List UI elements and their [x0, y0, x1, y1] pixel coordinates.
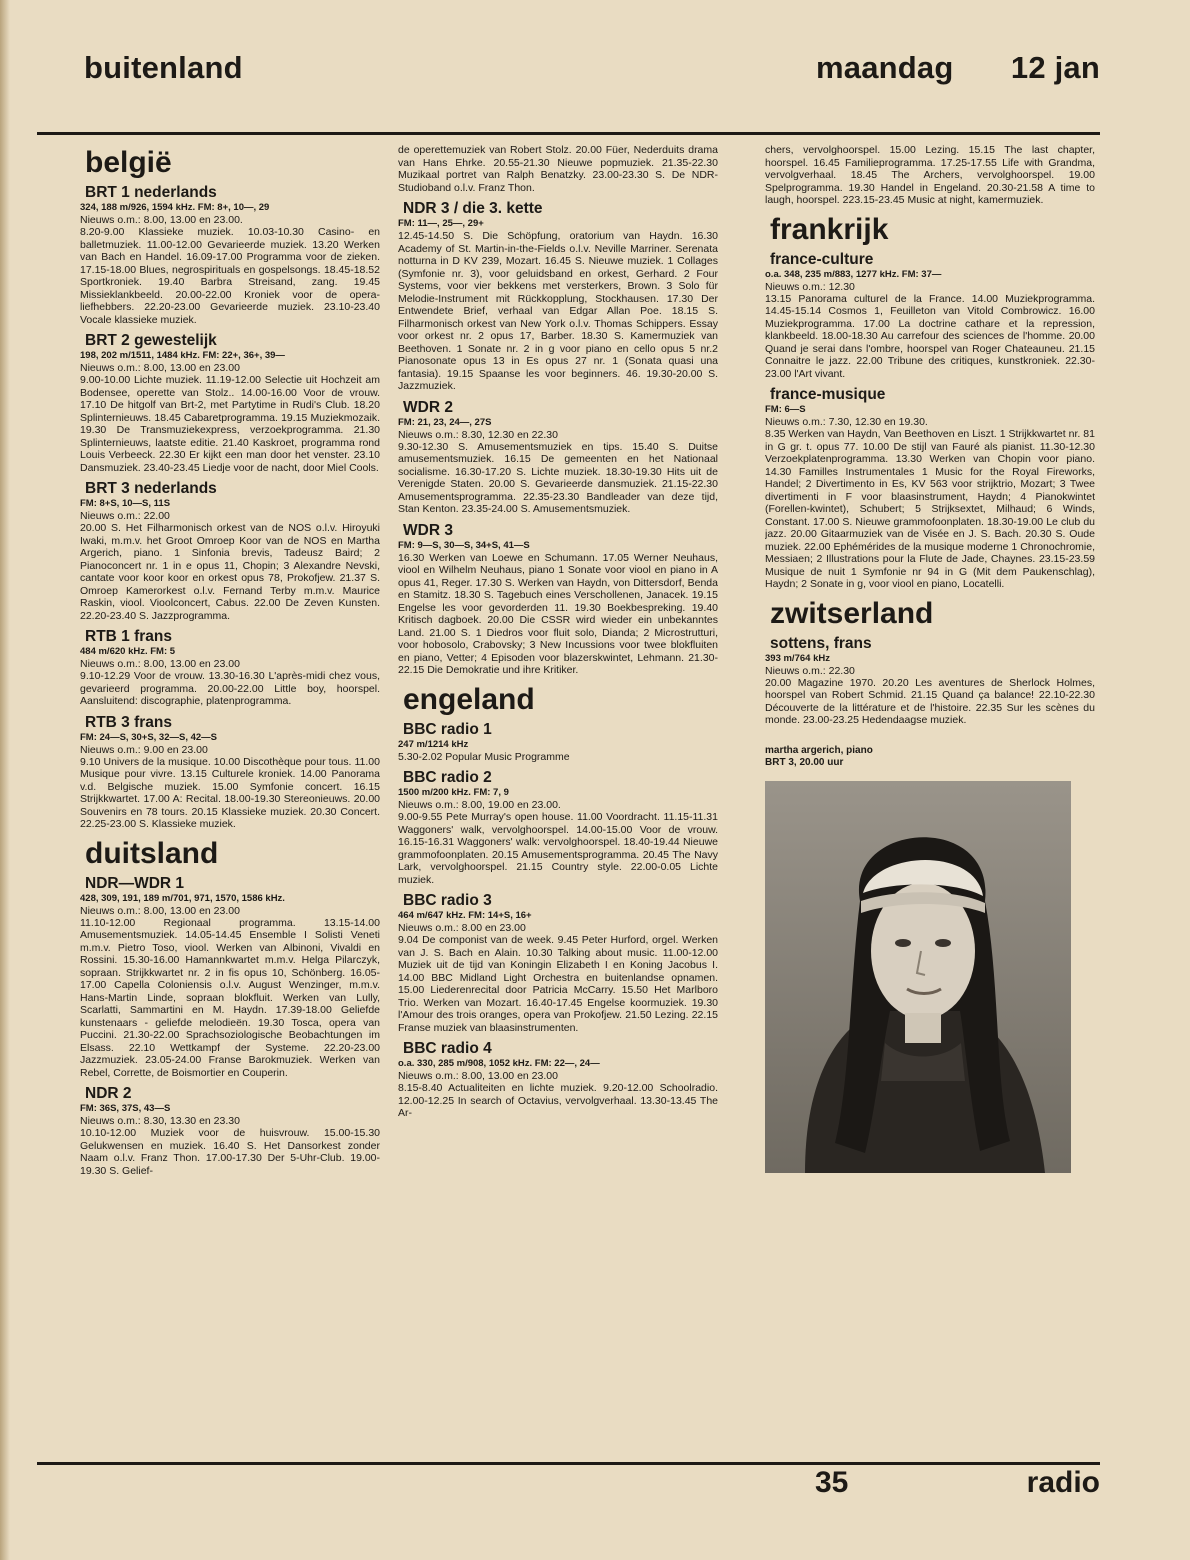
- station-brt2: BRT 2 gewestelijk: [85, 332, 217, 349]
- country-frankrijk: frankrijk: [770, 212, 889, 246]
- station-frequency: FM: 21, 23, 24—, 27S: [398, 416, 492, 428]
- station-frequency: FM: 6—S: [765, 404, 806, 415]
- station-wdr3: WDR 3: [403, 521, 453, 539]
- station-frequency: FM: 24—S, 30+S, 32—S, 42—S: [80, 731, 218, 743]
- station-frequency: 247 m/1214 kHz: [398, 738, 469, 750]
- station-programme: 9.30-12.30 S. Amusementsmuziek en tips. 15.40 S. Duitse amusementsmuziek. 16.15 De gemeenten en het Nationaal socialisme. 16.30-17.20 S. Lichte muziek. 18.30-19.30 Hits uit de Verenigde Staten. 20.00 S. Gevarieerde dansmuziek. 21.15-22.30 Amusementsprogramma. 22.35-23.30 Bandleader van deze tijd, Stan Kenton. 23.35-24.00 S. Amusementsmuziek.: [398, 440, 718, 515]
- column-1: [80, 140, 380, 1458]
- station-programme: 10.10-12.00 Muziek voor de huisvrouw. 15.00-15.30 Gelukwensen en muziek. 16.40 S. Het Dansorkest zonder Naam o.l.v. Franz Thon. 17.00-17.30 Der 5-Uhr-Club. 19.00-19.30 S. Gelief-: [80, 1127, 380, 1177]
- photo-caption-name: martha argerich, piano: [765, 744, 873, 756]
- station-wdr2: WDR 2: [403, 398, 453, 416]
- station-news: Nieuws o.m.: 8.30, 12.30 en 22.30: [398, 428, 558, 441]
- station-frequency: 464 m/647 kHz. FM: 14+S, 16+: [398, 910, 532, 921]
- portrait-photo: [765, 781, 1071, 1173]
- continued-text: de operettemuziek van Robert Stolz. 20.00 Füer, Nederduits drama van Hans Ehrke. 20.55-21.30 Nieuwe popmuziek. 21.35-22.30 Muzikaal portret van Ralph Benatzky. 23.00-23.30 S. De NDR-Studioband o.l.v. Franz Thon.: [398, 144, 718, 194]
- station-bbc1: BBC radio 1: [403, 720, 492, 738]
- station-news: Nieuws o.m.: 8.00, 13.00 en 23.00: [80, 658, 240, 670]
- page-header: [84, 50, 1100, 90]
- page-edge: [0, 0, 10, 1560]
- station-programme: 12.45-14.50 S. Die Schöpfung, oratorium van Haydn. 16.30 Academy of St. Martin-in-the-Fields o.l.v. Neville Marriner. Serenata notturna in D KV 239, Mozart. 16.45 S. Nieuwe muziek. 1 Collages (Symfonie nr. 3), voor geluidsband en orkest, Gerhard. 2 Four Systems, voor vier bekkens met versterkers, Brown. 3 Solo für Melodie-Instrument mit Rückkopplung, Stockhausen. 17.30 Der Entwendete Brief, verhaal van Edgar Allan Poe. 18.15 S. Filharmonisch orkest van New York o.l.v. Thomas Schippers. Essay voor orkest nr. 2 opus 17, Barber. 18.30 S. Kamermuziek van Beethoven. 1 Sonate nr. 2 in g voor piano en cello opus 5 nr.2 Pianosonate opus 13 in Es opus 27 nr. 1 (Sonata quasi una fantasia). 19.15 Spaanse les voor beginners. 46. 19.30-20.00 S. Jazzmuziek.: [398, 230, 718, 392]
- station-news: Nieuws o.m.: 8.30, 13.30 en 23.30: [80, 1115, 240, 1127]
- station-news: Nieuws o.m.: 12.30: [765, 280, 855, 293]
- station-ndr2: NDR 2: [85, 1085, 132, 1102]
- header-date: 12 jan: [1010, 50, 1100, 85]
- station-programme: 13.15 Panorama culturel de la France. 14.00 Muziekprogramma. 14.45-15.14 Cosmos 1, Feuilleton van Vitold Combrowicz. 16.00 Muziekprogramma. 17.00 La doctrine cathare et la repression, klankbeeld. 18.00-18.30 Au carrefour des sciences de l'homme. 20.00 Quand je serai dans l'ombre, hoorspel van Roger Chateauneu. 21.15 Connaitre le jazz. 22.00 Tribune des critiques, kunstkroniek. 22.30-23.00 l'Art vivant.: [765, 292, 1095, 380]
- station-frequency: 393 m/764 kHz: [765, 652, 830, 664]
- station-frequency: FM: 11—, 25—, 29+: [398, 218, 484, 229]
- page-number: 35: [815, 1466, 849, 1499]
- station-news: Nieuws o.m.: 8.00, 13.00 en 23.00: [398, 1070, 558, 1082]
- station-programme: 9.10 Univers de la musique. 10.00 Discothèque pour tous. 11.00 Musique pour vivre. 13.15 Culturele kroniek. 14.00 Panorama v.d. Belgische muziek. 15.00 Symfonie concert. 16.15 Strijkkwartet. 17.00 A: Recital. 18.00-19.30 Stereonieuws. 20.00 Souvenirs en 78 tours. 20.15 Klassieke muziek. 20.30 Concert. 22.25-23.00 S. Klassieke muziek.: [80, 755, 380, 830]
- station-bbc4: BBC radio 4: [403, 1040, 492, 1057]
- station-news: Nieuws o.m.: 8.00, 13.00 en 23.00.: [80, 214, 243, 226]
- station-frequency: o.a. 330, 285 m/908, 1052 kHz. FM: 22—, 24—: [398, 1058, 600, 1069]
- station-ndr-wdr1: NDR—WDR 1: [85, 874, 185, 892]
- station-programme: 8.35 Werken van Haydn, Van Beethoven en Liszt. 1 Strijkkwartet nr. 81 in G gr. t. opus 77. 10.00 De stijl van Fauré als pianist. 11.30-12.30 Verzoekplatenprogramma. 13.30 Werken van Chopin voor piano. 14.30 Familles Instrumentales 1 Music for the Royal Fireworks, Handel; 2 Divertimento in Es, KV 563 voor strijktrio, Mozart; 3 Twee divertimenti in F voor blaasinstrument, Haydn; 4 Pianokwintet (Forellen-kwintet), Schubert; 5 Strijksextet, Milhaud; 6 Winds, Constant. 17.00 S. Nieuwe grammofoonplaten. 18.30-19.00 Le club du jazz. 20.00 Gitaarmuziek van de Visée en J. S. Bach. 20.30 S. Oude muziek. 22.00 Ephémérides de la musique moderne 1 Chronochromie, Messiaen; 2 Illustrations pour la Flute de Jade, Chaynes. 23.15-23.59 Musique de nuit 1 Symfonie nr 94 in G (Mit dem Paukenschlag), Haydn; 2 Sonate in g, voor viool en piano, Locatelli.: [765, 428, 1095, 590]
- section-title: buitenland: [84, 50, 243, 85]
- station-frequency: 198, 202 m/1511, 1484 kHz. FM: 22+, 36+, 39—: [80, 350, 285, 361]
- station-ndr3: NDR 3 / die 3. kette: [403, 200, 543, 217]
- column-3: [765, 140, 1095, 1458]
- country-engeland: engeland: [403, 682, 535, 716]
- station-news: Nieuws o.m.: 9.00 en 23.00: [80, 743, 208, 756]
- station-rtb3: RTB 3 frans: [85, 713, 172, 731]
- country-duitsland: duitsland: [85, 836, 219, 870]
- station-programme: 20.00 S. Het Filharmonisch orkest van de NOS o.l.v. Hiroyuki Iwaki, m.m.v. het Groot Omroep Koor van de NOS en Martha Argerich, piano. 1 Sinfonia brevis, Tadeusz Baird; 2 Pianoconcert nr. 1 in e opus 11, Chopin; 3 Alexandre Nevski, cantate voor koor koor en orkest opus 78, Prokofjew. 21.37 S. Omroep Kamerorkest o.l.v. Fernand Terby m.m.v. Maurice Raskin, viool. Vioolconcert, Cabus. 22.00 De Zeven Kunsten. 22.20-23.40 S. Jazzprogramma.: [80, 522, 380, 622]
- page-footer: [37, 1466, 1100, 1506]
- station-programme: 9.00-10.00 Lichte muziek. 11.19-12.00 Selectie uit Hochzeit am Bodensee, operette van Stolz.. 14.00-16.00 Voor de vrouw. 17.10 De hitgolf van Brt-2, met Partytime in Rudi's Club. 18.20 Splinternieuws. 18.45 Cabaretprogramma. 19.15 Muziekmozaik. 19.30 De Transmuziekexpress, verzoekprogramma. 21.30 Splinternieuws, laatste editie. 21.40 Kaskroet, programma rond Louis Verbeeck. 22.30 Er kijkt een man door het venster. 23.10 Dansmuziek. 23.40-23.45 Liedje voor de nacht, door Miel Cools.: [80, 374, 380, 474]
- station-rtb1: RTB 1 frans: [85, 628, 172, 645]
- footer-section: radio: [1026, 1466, 1100, 1499]
- station-programme: 5.30-2.02 Popular Music Programme: [398, 750, 570, 763]
- station-programme: 8.20-9.00 Klassieke muziek. 10.03-10.30 Casino- en balletmuziek. 11.00-12.00 Gevarieerde muziek. 13.20 Werken van Bach en Handel. 16.09-17.00 Programma voor de zieken. 17.15-18.00 Blues, negrospirituals en gospelsongs. 18.45-18.52 Sportkroniek. 19.40 Barbra Streisand, zang. 19.45 Missieklankbeeld. 20.00-22.00 Kroniek voor de opera-liefhebbers. 22.20-23.00 Gevarieerde muziek. 23.10-23.40 Vocale klassieke muziek.: [80, 226, 380, 326]
- station-programme: 9.04 De componist van de week. 9.45 Peter Hurford, orgel. Werken van J. S. Bach en Alain. 10.30 Talking about music. 11.00-12.00 Muziek uit de tijd van Koningin Elizabeth I en Koning Jacobus I. 14.00 BBC Midland Light Orchestra en buitenlandse opnamen. 15.00 Liederenrecital door Patricia McCarry. 15.50 Het Marlboro Trio. Werken van Mozart. 16.40-17.45 Engelse koormuziek. 19.30 l'Amour des trois oranges, opera van Prokofjew. 21.50 Lezing. 22.15 Franse muziek van blaasinstrumenten.: [398, 934, 718, 1034]
- station-frequency: o.a. 348, 235 m/883, 1277 kHz. FM: 37—: [765, 268, 942, 280]
- photo-caption-time: BRT 3, 20.00 uur: [765, 756, 844, 768]
- country-belgie: belgië: [85, 146, 172, 179]
- column-2: [398, 140, 718, 1458]
- station-programme: 11.10-12.00 Regionaal programma. 13.15-14.00 Amusementsmuziek. 14.05-14.45 Ensemble I Solisti Veneti m.m.v. Pietro Toso, viool. Werken van Albinoni, Vivaldi en Rossini. 15.30-16.00 Hamannkwartet m.m.v. Helga Pilarczyk, sopraan. Strijkkwartet nr. 2 in fis opus 10, Schönberg. 16.05-17.00 Capella Coloniensis o.l.v. August Wenzinger, m.m.v. Hans-Martin Linde, sopraan blokfluit. Werken van Lully, Scarlatti, Sammartini en M. Haydn. 17.39-18.00 Geliefde kunstenaars - geliefde melodieën. 19.30 Tosca, opera van Puccini. 21.30-22.00 Sprachsoziologische Beobachtungen im Elsass. 22.10 Wettkampf der Systeme. 22.20-23.00 Jazzmuziek. 23.05-24.00 Franse Barokmuziek. Werken van Rebel, Corrette, de Boismortier en Couperin.: [80, 916, 380, 1079]
- station-programme: 16.30 Werken van Loewe en Schumann. 17.05 Werner Neuhaus, viool en Wilhelm Neuhaus, piano 1 Sonate voor viool en piano in A opus 41, Reger. 17.30 S. Werken van Haydn, von Dittersdorf, Benda en Stamitz. 18.30 S. Tagebuch eines Verschollenen, Janacek. 19.15 Engelse les voor gevorderden 11. 19.30 Boekbespreking. 19.40 Kritisch dagboek. 20.00 Die CSSR wird wieder ein unbekanntes Land. 21.00 S. 1 Diedros voor fluit solo, Dianda; 2 Microstrutturi, voor hobosolo, Crabovsky; 3 New Incussions voor twee blokfluiten en piano, Vetter; 4 Episoden voor blazerskwintet, Lehmann. 21.30-22.15 Die Demokratie und ihre Kritiker.: [398, 551, 718, 676]
- station-frequency: 484 m/620 kHz. FM: 5: [80, 646, 176, 657]
- station-frequency: 324, 188 m/926, 1594 kHz. FM: 8+, 10—, 29: [80, 202, 270, 213]
- station-programme: 8.15-8.40 Actualiteiten en lichte muziek. 9.20-12.00 Schoolradio. 12.00-12.25 In search of Octavius, vervolgverhaal. 13.30-13.45 The Ar-: [398, 1082, 718, 1119]
- header-day: maandag: [816, 50, 954, 85]
- continued-text: chers, vervolghoorspel. 15.00 Lezing. 15.15 The last chapter, hoorspel. 16.45 Familieprogramma. 17.25-17.55 Life with Grandma, vervolgverhaal. 18.45 The Archers, vervolghoorspel. 19.00 Spelprogramma. 19.30 Handel in Engeland. 20.30-21.58 A time to laugh, hoorspel. 223.15-23.45 Music at night, kamermuziek.: [765, 144, 1095, 206]
- station-news: Nieuws o.m.: 8.00, 13.00 en 23.00: [80, 904, 240, 917]
- station-bbc3: BBC radio 3: [403, 892, 492, 909]
- station-programme: 9.00-9.55 Pete Murray's open house. 11.00 Voordracht. 11.15-11.31 Waggoners' walk, vervolghoorspel. 14.00-15.00 Voor de vrouw. 16.15-16.31 Waggoners' walk: vervolghoorspel. 18.40-19.44 Nieuwe grammofoonplaten. 20.15 Amusementsprogramma. 20.45 The Navy Lark, vervolghoorspel. 21.15 Country style. 22.00-0.05 Lichte muziek.: [398, 811, 718, 886]
- station-news: Nieuws o.m.: 22.30: [765, 664, 855, 677]
- station-news: Nieuws o.m.: 22.00: [80, 510, 170, 522]
- photo-caption: [765, 745, 1095, 769]
- country-zwitserland: zwitserland: [770, 596, 934, 630]
- station-programme: 20.00 Magazine 1970. 20.20 Les aventures de Sherlock Holmes, hoorspel van Robert Schmid. 21.15 Quand ça balance! 22.10-22.30 Découverte de la littérature et de l'histoire. 22.35 Sur les scènes du monde. 23.00-23.25 Hedendaagse muziek.: [765, 676, 1095, 726]
- station-france-musique: france-musique: [770, 386, 886, 403]
- station-frequency: FM: 9—S, 30—S, 34+S, 41—S: [398, 539, 530, 551]
- station-france-culture: france-culture: [770, 250, 874, 268]
- portrait-illustration: [765, 781, 1071, 1173]
- bottom-rule: [37, 1462, 1100, 1465]
- station-frequency: FM: 36S, 37S, 43—S: [80, 1103, 171, 1114]
- station-frequency: 1500 m/200 kHz. FM: 7, 9: [398, 787, 509, 798]
- station-frequency: 428, 309, 191, 189 m/701, 971, 1570, 1586 kHz.: [80, 892, 285, 904]
- station-brt1: BRT 1 nederlands: [85, 184, 217, 201]
- station-brt3: BRT 3 nederlands: [85, 480, 217, 497]
- station-news: Nieuws o.m.: 8.00 en 23.00: [398, 922, 526, 934]
- top-rule: [37, 132, 1100, 135]
- station-sottens: sottens, frans: [770, 634, 872, 652]
- station-bbc2: BBC radio 2: [403, 769, 492, 786]
- station-frequency: FM: 8+S, 10—S, 11S: [80, 498, 171, 509]
- station-news: Nieuws o.m.: 8.00, 13.00 en 23.00: [80, 362, 240, 374]
- station-news: Nieuws o.m.: 8.00, 19.00 en 23.00.: [398, 799, 561, 811]
- station-news: Nieuws o.m.: 7.30, 12.30 en 19.30.: [765, 416, 928, 428]
- station-programme: 9.10-12.29 Voor de vrouw. 13.30-16.30 L'après-midi chez vous, gevarieerd programma. 20.00-22.00 Little boy, hoorspel. Aansluitend: discographie, platenprogramma.: [80, 670, 380, 707]
